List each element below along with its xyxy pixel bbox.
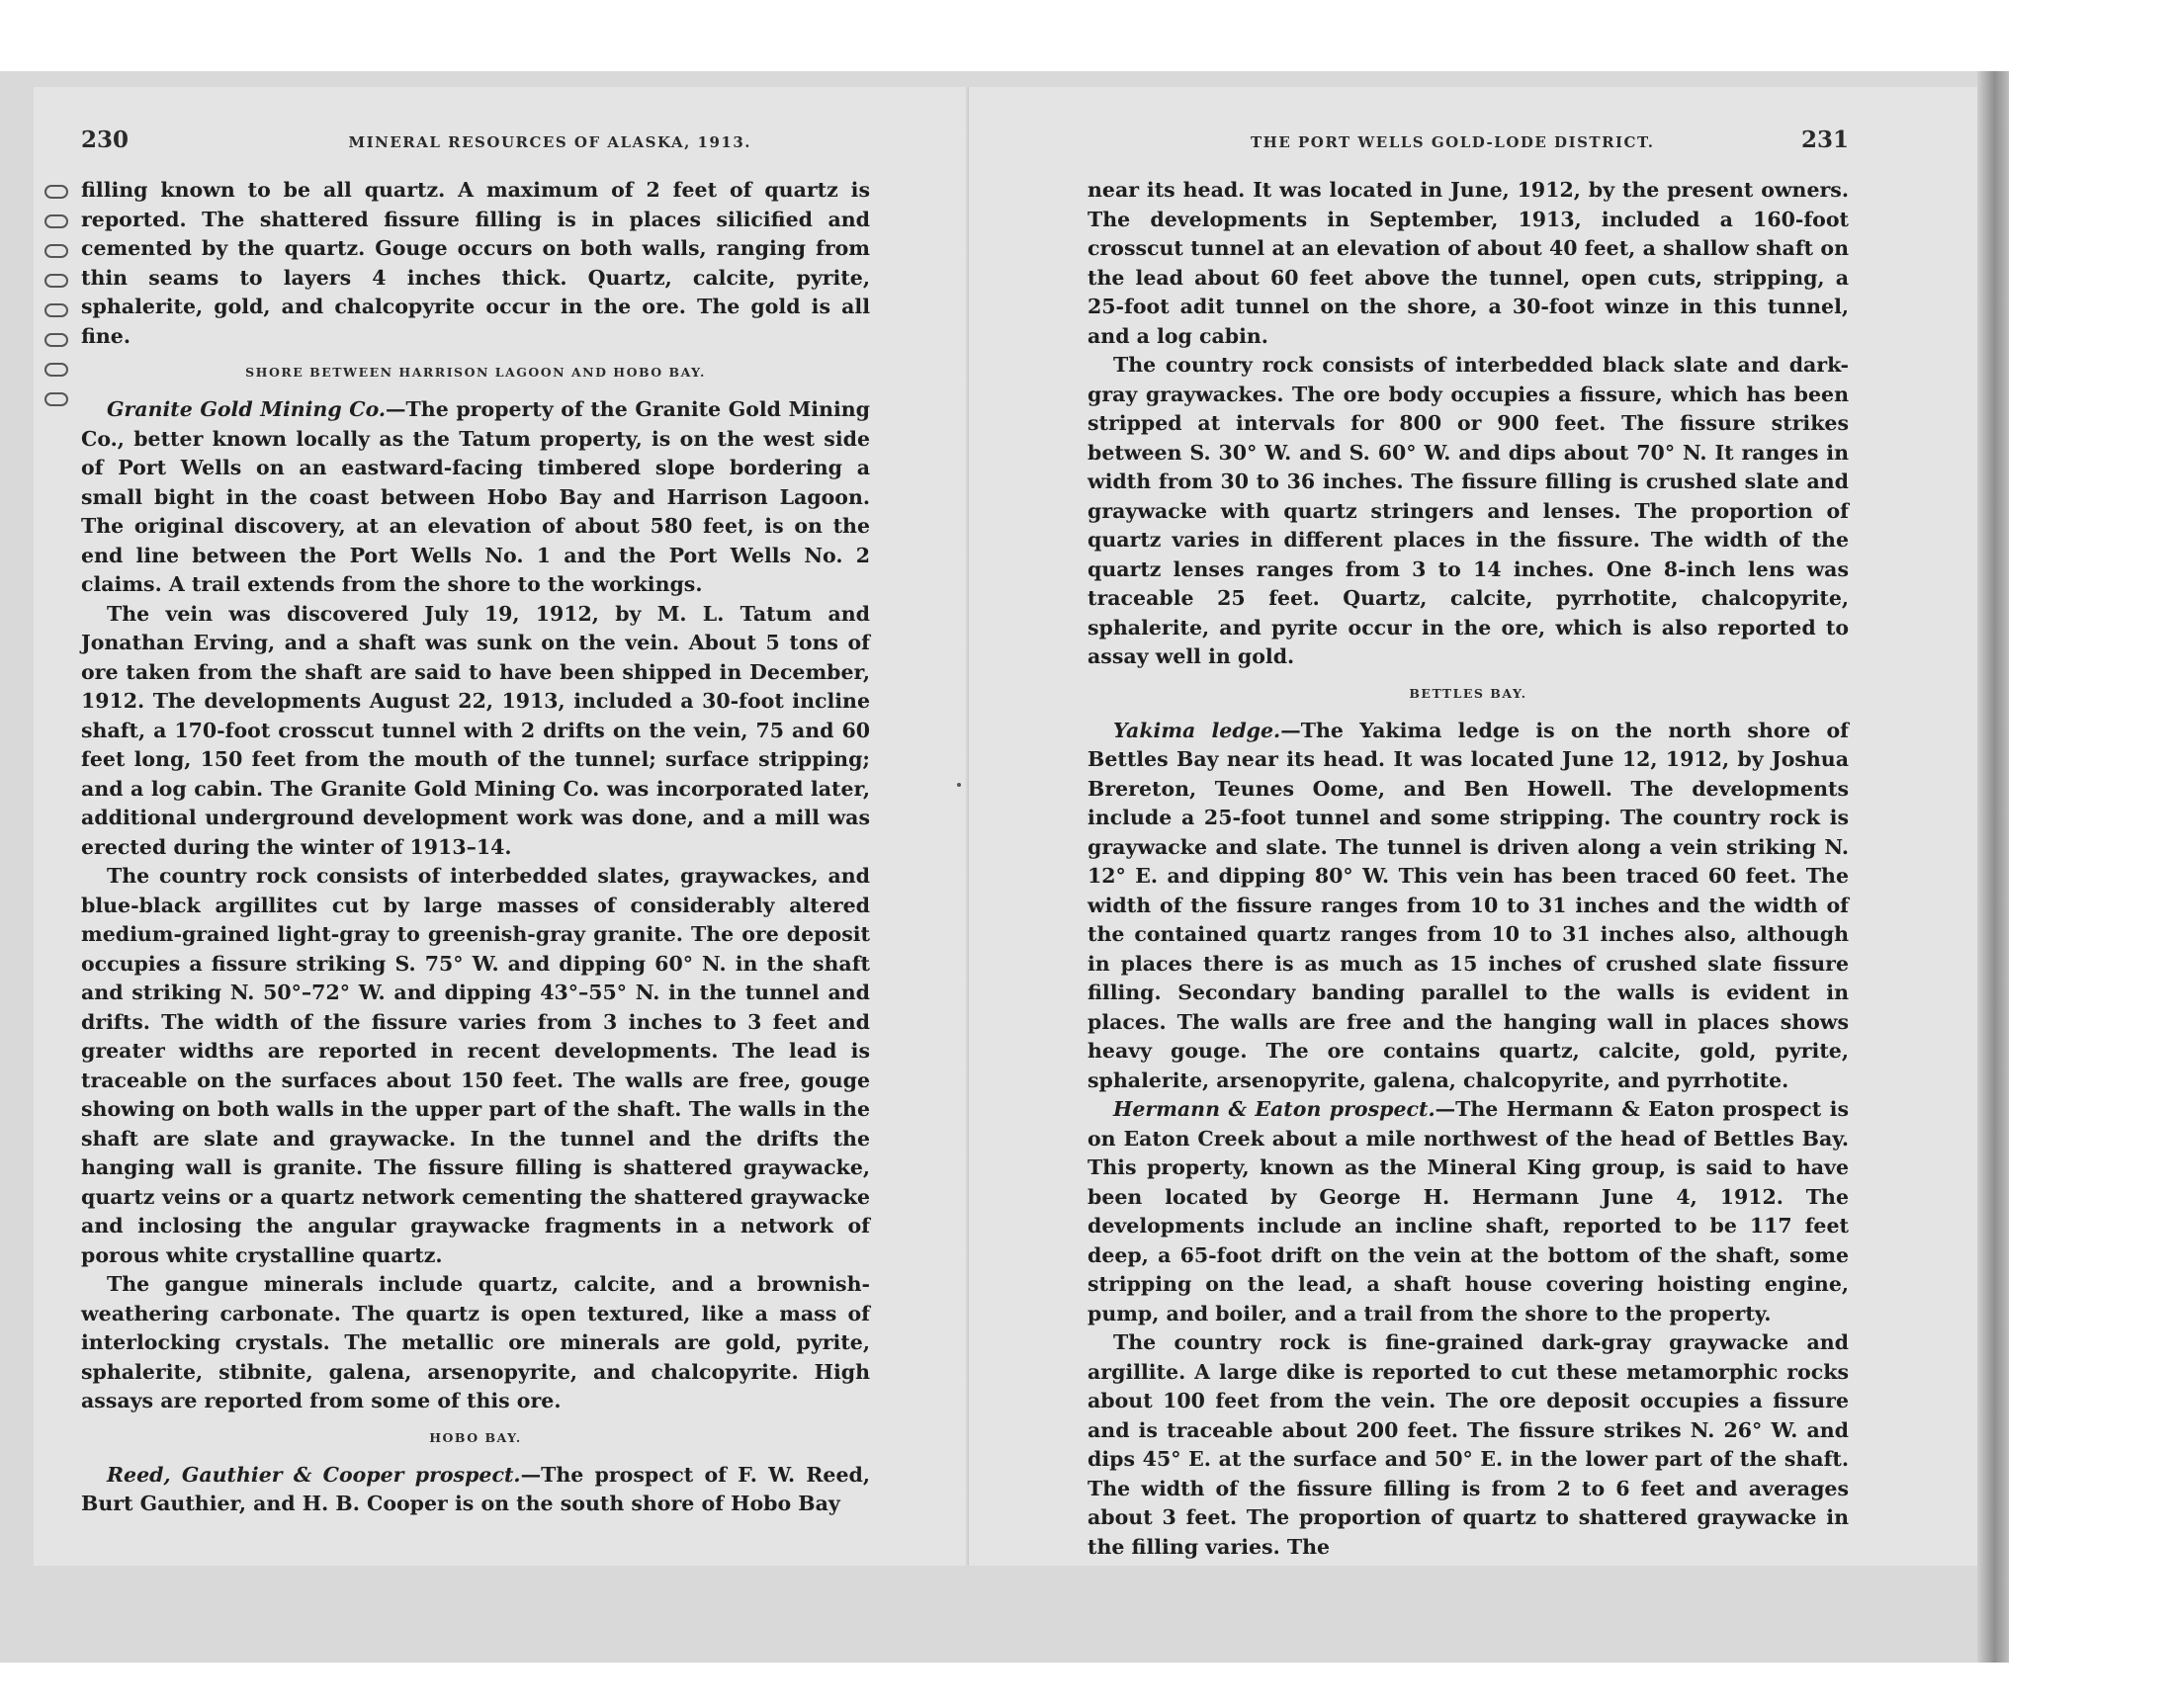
section-heading-harrison-lagoon: SHORE BETWEEN HARRISON LAGOON AND HOBO BAY. [245,365,706,380]
right-running-head [1088,127,1849,166]
reed-gauthier-text: —The prospect of F. W. Reed, Burt Gauthier, and H. B. Cooper is on the south shore of Hobo Bay [81,1462,870,1515]
section-heading-bettles-bay: BETTLES BAY. [1409,685,1527,701]
country-rock-paragraph: The country rock consists of interbedded slates, graywackes, and blue-black argillites cut by large masses of considerably altered medium-grained light-gray to greenish-gray granite. The ore deposit occupies a fissure striking S. 75° W. and dipping 60° N. in the shaft and striking N. 50°–72° W. and dipping 43°–55° N. in the tunnel and drifts. The width of the fissure varies from 3 inches to 3 feet and greater widths are reported in recent developments. The lead is traceable on the surfaces about 150 feet. The walls are free, gouge showing on both walls in the upper part of the shaft. The walls in the shaft are slate and graywacke. In the tunnel and the drifts the hanging wall is granite. The fissure filling is shattered graywacke, quartz veins or a quartz network cementing the shattered graywacke and inclosing the angular graywacke fragments in a network of porous white crystalline quartz. [81,864,870,1267]
vein-discovery-paragraph: The vein was discovered July 19, 1912, by M. L. Tatum and Jonathan Erving, and a shaft was sunk on the vein. About 5 tons of ore taken from the shaft are said to have been shipped in December, 1912. The developments August 22, 1913, included a 30-foot incline shaft, a 170-foot crosscut tunnel with 2 drifts on the vein, 75 and 60 feet long, 150 feet from the mouth of the tunnel; surface stripping; and a log cabin. The Granite Gold Mining Co. was incorporated later, additional underground development work was done, and a mill was erected during the winter of 1913–14. [81,601,870,859]
yakima-ledge-paragraph [1088,717,1849,1096]
reed-gauthier-paragraph [81,1461,870,1519]
right-page-number: 231 [1800,127,1849,153]
hermann-eaton-lead: Hermann & Eaton prospect. [1113,1097,1436,1121]
granite-gold-lead: Granite Gold Mining Co. [107,397,387,421]
right-country-rock-paragraph: The country rock consists of interbedded black slate and dark-gray graywackes. The ore body occupies a fissure, which has been stripped at intervals for 800 or 900 feet. The fissure strikes between S. 30° W. and S. 60° W. and dips about 70° N. It ranges in width from 30 to 36 inches. The fissure filling is crushed slate and graywacke with quartz stringers and lenses. The proportion of quartz varies in different places in the fissure. The width of the quartz lenses ranges from 3 to 14 inches. One 8-inch lens was traceable 25 feet. Quartz, calcite, pyrrhotite, chalcopyrite, sphalerite, and pyrite occur in the ore, which is also reported to assay well in gold. [1088,353,1849,668]
yakima-ledge-text: —The Yakima ledge is on the north shore of Bettles Bay near its head. It was located June 12, 1912, by Joshua Brereton, Teunes Oome, and Ben Howell. The developments include a 25-foot tunnel and some stripping. The country rock is graywacke and slate. The tunnel is driven along a vein striking N. 12° E. and dipping 80° W. This vein has been traced 60 feet. The width of the fissure ranges from 10 to 31 inches and the width of the contained quartz ranges from 10 to 31 inches also, although in places there is as much as 15 inches of crushed slate fissure filling. Secondary banding parallel to the walls is evident in places. The walls are free and the hanging wall in places shows heavy gouge. The ore contains quartz, calcite, gold, pyrite, sphalerite, arsenopyrite, galena, chalcopyrite, and pyrrhotite. [1088,718,1849,1092]
left-running-title: MINERAL RESOURCES OF ALASKA, 1913. [348,133,751,151]
right-running-title: THE PORT WELLS GOLD-LODE DISTRICT. [1251,133,1655,151]
binding-hole-marks [40,176,79,423]
left-intro-paragraph: filling known to be all quartz. A maximum of 2 feet of quartz is reported. The shattered fissure filling is in places silicified and cemented by the quartz. Gouge occurs on both walls, ranging from thin seams to layers 4 inches thick. Quartz, calcite, pyrite, sphalerite, gold, and chalcopyrite occur in the ore. The gold is all fine. [81,178,870,348]
dike-fissure-paragraph: The country rock is fine-grained dark-gray graywacke and argillite. A large dike is reported to cut these metamorphic rocks about 100 feet from the vein. The ore deposit occupies a fissure and is traceable about 200 feet. The fissure strikes N. 26° W. and dips 45° E. at the surface and 50° E. in the lower part of the shaft. The width of the fissure filling is from 2 to 6 feet and averages about 3 feet. The proportion of quartz to shattered graywacke in the filling varies. The [1088,1330,1849,1559]
speck [957,783,961,787]
granite-gold-paragraph [81,395,870,600]
hermann-eaton-text: —The Hermann & Eaton prospect is on Eaton Creek about a mile northwest of the head of Bettles Bay. This property, known as the Mineral King group, is said to have been located by George H. Hermann June 4, 1912. The developments include an incline shaft, reported to be 117 feet deep, a 65-foot drift on the vein at the bottom of the shaft, some stripping on the lead, a shaft house covering hoisting engine, pump, and boiler, and a trail from the shore to the property. [1088,1097,1849,1325]
right-intro-paragraph: near its head. It was located in June, 1912, by the present owners. The developments in September, 1913, included a 160-foot crosscut tunnel at an elevation of about 40 feet, a shallow shaft on the lead about 60 feet above the tunnel, open cuts, stripping, a 25-foot adit tunnel on the shore, a 30-foot winze in this tunnel, and a log cabin. [1088,178,1849,348]
reed-gauthier-lead: Reed, Gauthier & Cooper prospect. [107,1462,521,1487]
left-page-number: 230 [81,127,130,153]
granite-gold-text: —The property of the Granite Gold Mining Co., better known locally as the Tatum property, is on the west side of Port Wells on an eastward-facing timbered slope bordering a small bight in the coast between Hobo Bay and Harrison Lagoon. The original discovery, at an elevation of about 580 feet, is on the end line between the Port Wells No. 1 and the Port Wells No. 2 claims. A trail extends from the shore to the workings. [81,397,871,596]
left-running-head [81,127,870,166]
scan-edge-shadow [1977,71,2009,1663]
right-page [969,87,1977,1566]
left-page [34,87,969,1566]
yakima-ledge-lead: Yakima ledge. [1113,718,1281,742]
gangue-minerals-paragraph: The gangue minerals include quartz, calcite, and a brownish-weathering carbonate. The quartz is open textured, like a mass of interlocking crystals. The metallic ore minerals are gold, pyrite, sphalerite, stibnite, galena, arsenopyrite, and chalcopyrite. High assays are reported from some of this ore. [81,1272,870,1412]
hermann-eaton-paragraph [1088,1095,1849,1328]
section-heading-hobo-bay: HOBO BAY. [429,1429,522,1445]
